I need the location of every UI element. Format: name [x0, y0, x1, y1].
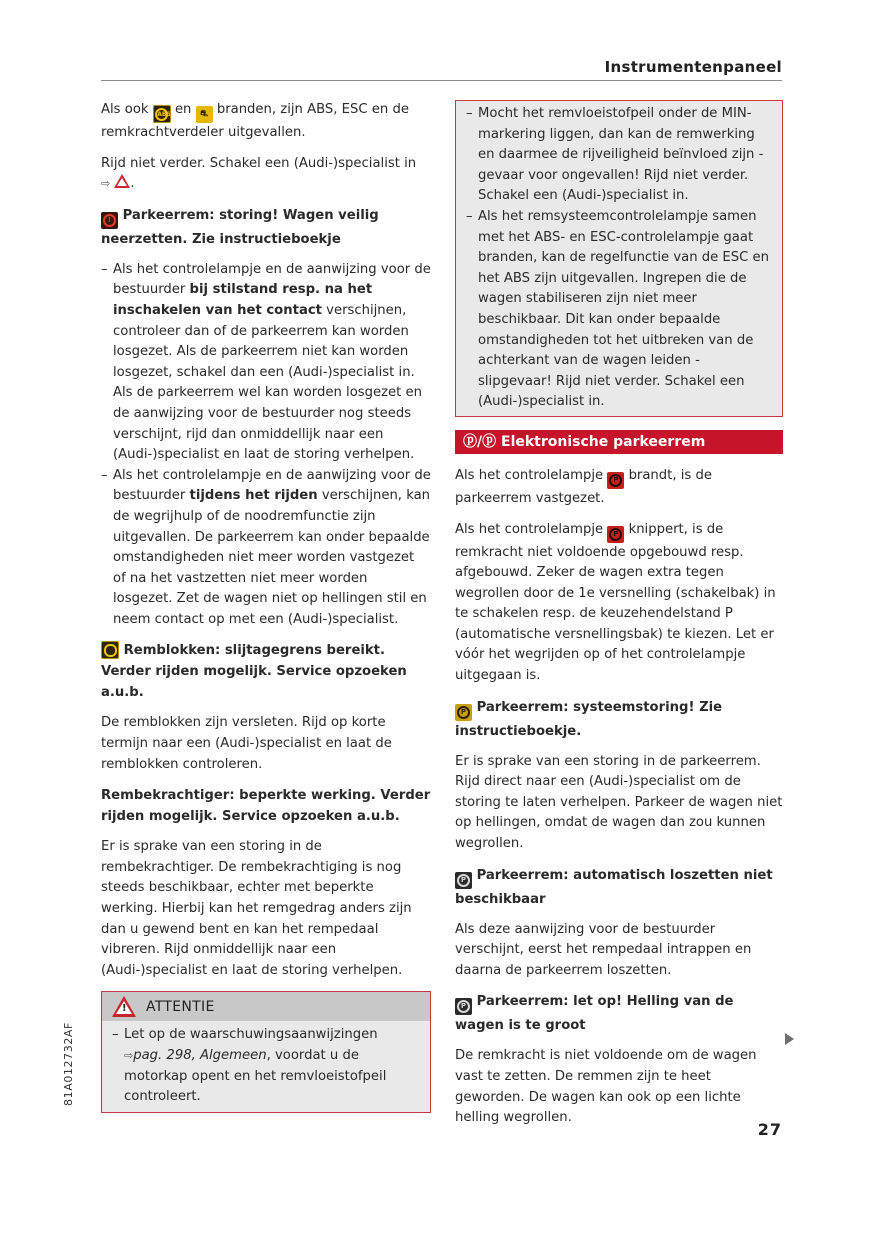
attention-box [101, 991, 431, 1112]
brake-pads-body: De remblokken zijn versleten. Rijd op korte termijn naar een (Audi-)specialist en laat de remblokken controleren. [101, 715, 392, 772]
list-item: – Als het controlelampje en de aanwijzing voor de bestuurder tijdens het rijden verschijnen, kan de wegrijhulp of de noodremfunctie zijn uitgevallen. De parkeerrem kan onder bepaalde omstandigheden niet meer worden vastgezet of na het vastzetten niet meer worden losgezet. Zet de wagen niet op hellingen stil en neem contact op met een (Audi-)specialist. [101, 466, 431, 631]
heading-parking-brake-fault: ! Parkeerrem: storing! Wagen veilig neerzetten. Zie instructieboekje [101, 207, 379, 247]
parking-brake-gray-lamp-icon: P [455, 998, 472, 1015]
list-item: – Als het controlelampje en de aanwijzing voor de bestuurder bij stilstand resp. na het inschakelen van het contact verschijnen, controleer dan of de parkeerrem kan worden losgezet. Als de parkeerrem niet kan worden losgezet, schakel dan een (Audi-)specialist in. Als de parkeerrem wel kan worden losgezet en de aanwijzing voor de bestuurder nog steeds verschijnt, rijd dan onmiddellijk naar een (Audi-)specialist en laat de storing verhelpen. [101, 260, 431, 466]
continue-arrow-icon [785, 1033, 794, 1045]
lamp-blink-paragraph: Als het controlelampje P knippert, is de remkracht niet voldoende opgebouwd resp. afgebouwd. Zeker de wagen extra tegen wegrollen door de 1e versnelling (schakelbak) in te schakelen resp. de keuzehendelstand P (automatische versnellingsbak) te kiezen. Let er vóór het wegrijden op of het controlelampje uitgegaan is. [455, 521, 776, 684]
left-column [101, 100, 431, 1113]
attention-warning-triangle-icon: ! [112, 996, 136, 1017]
lamp-on-paragraph: Als het controlelampje P brandt, is de parkeerrem vastgezet. [455, 467, 712, 506]
page-header-title: Instrumentenpaneel [604, 58, 782, 76]
brake-booster-body: Er is sprake van een storing in de rembekrachtiger. De rembekrachtiging is nog steeds beschikbaar, echter met beperkte werking. Hierbij kan het remgedrag anders zijn dan u gewend bent en kan het rempedaal vibreren. Rijd onmiddellijk naar een (Audi-)specialist en laat de storing verhelpen. [101, 839, 412, 978]
heading-brake-booster: Rembekrachtiger: beperkte werking. Verder rijden mogelijk. Service opzoeken a.u.b. [101, 788, 431, 825]
reference-arrow-icon: ⇨ [124, 1049, 134, 1062]
parking-brake-red-lamp-icon: P [607, 472, 624, 489]
heading-auto-release: P Parkeerrem: automatisch loszetten niet beschikbaar [455, 867, 773, 907]
brake-pad-wear-lamp-icon [101, 641, 119, 659]
page-number: 27 [757, 1120, 782, 1139]
page-reference-link[interactable]: pag. 298, Algemeen [133, 1048, 267, 1063]
intro-paragraph: Als ook ABS en ⛐ branden, zijn ABS, ESC en de remkrachtverdeler uitgevallen. [101, 102, 409, 140]
abs-warning-lamp-icon: ABS [153, 105, 171, 123]
instruction-paragraph: Rijd niet verder. Schakel een (Audi-)specialist in ⇨ . [101, 155, 417, 192]
parking-brake-system-fault-lamp-icon: P [455, 704, 472, 721]
reference-arrow-icon: ⇨ [101, 177, 111, 191]
caution-item: – Als het remsysteemcontrolelampje samen met het ABS- en ESC-controlelampje gaat branden, kan de regelfunctie van de ESC en het ABS zijn uitgevallen. Ingrepen die de wagen stabiliseren zijn niet meer beschikbaar. Dit kan onder bepaalde omstandigheden tot het uitbreken van de achterkant van de wagen leiden - slipgevaar! Rijd niet verder. Schakel een (Audi-)specialist in. [466, 207, 772, 413]
system-fault-body: Er is sprake van een storing in de parkeerrem. Rijd direct naar een (Audi-)specialist om de storing te laten verhelpen. Parkeer de wagen niet op hellingen, omdat de wagen dan zou kunnen wegrollen. [455, 753, 783, 852]
parking-brake-icons: ⓟ/ⓟ [463, 433, 497, 450]
parking-brake-fault-lamp-icon: ! [101, 212, 118, 229]
header-divider [101, 80, 782, 81]
document-code: 81A012732AF [62, 1022, 75, 1106]
parking-brake-gray-lamp-icon: P [455, 872, 472, 889]
heading-slope: P Parkeerrem: let op! Helling van de wagen is te groot [455, 994, 734, 1034]
parking-brake-fault-list [101, 260, 431, 631]
heading-brake-pads: Remblokken: slijtagegrens bereikt. Verder rijden mogelijk. Service opzoeken a.u.b. [101, 643, 407, 701]
slope-body: De remkracht is niet voldoende om de wagen vast te zetten. De remmen zijn te heet geworden. De wagen kan ook op een lichte helling wegrollen. [455, 1048, 757, 1126]
caution-item: – Mocht het remvloeistofpeil onder de MIN-markering liggen, dan kan de remwerking en daarmee de rijveiligheid beïnvloed zijn - gevaar voor ongevallen! Rijd niet verder. Schakel een (Audi-)specialist in. [466, 104, 772, 207]
esc-warning-lamp-icon: ⛐ [196, 106, 213, 123]
section-title-electronic-parking-brake: ⓟ/ⓟ Elektronische parkeerrem [455, 430, 783, 454]
heading-system-fault: P Parkeerrem: systeemstoring! Zie instructieboekje. [455, 699, 723, 739]
attention-item: – Let op de waarschuwingsaanwijzingen ⇨pag. 298, Algemeen, voordat u de motorkap opent en het remvloeistofpeil controleert. [112, 1025, 420, 1107]
auto-release-body: Als deze aanwijzing voor de bestuurder verschijnt, eerst het rempedaal intrappen en daarna de parkeerrem loszetten. [455, 921, 752, 978]
right-column [455, 100, 783, 1139]
attention-title: ATTENTIE [146, 998, 215, 1015]
parking-brake-red-lamp-icon: P [607, 526, 624, 543]
caution-box [455, 100, 783, 417]
warning-triangle-icon[interactable] [114, 174, 130, 188]
attention-header [102, 992, 430, 1021]
